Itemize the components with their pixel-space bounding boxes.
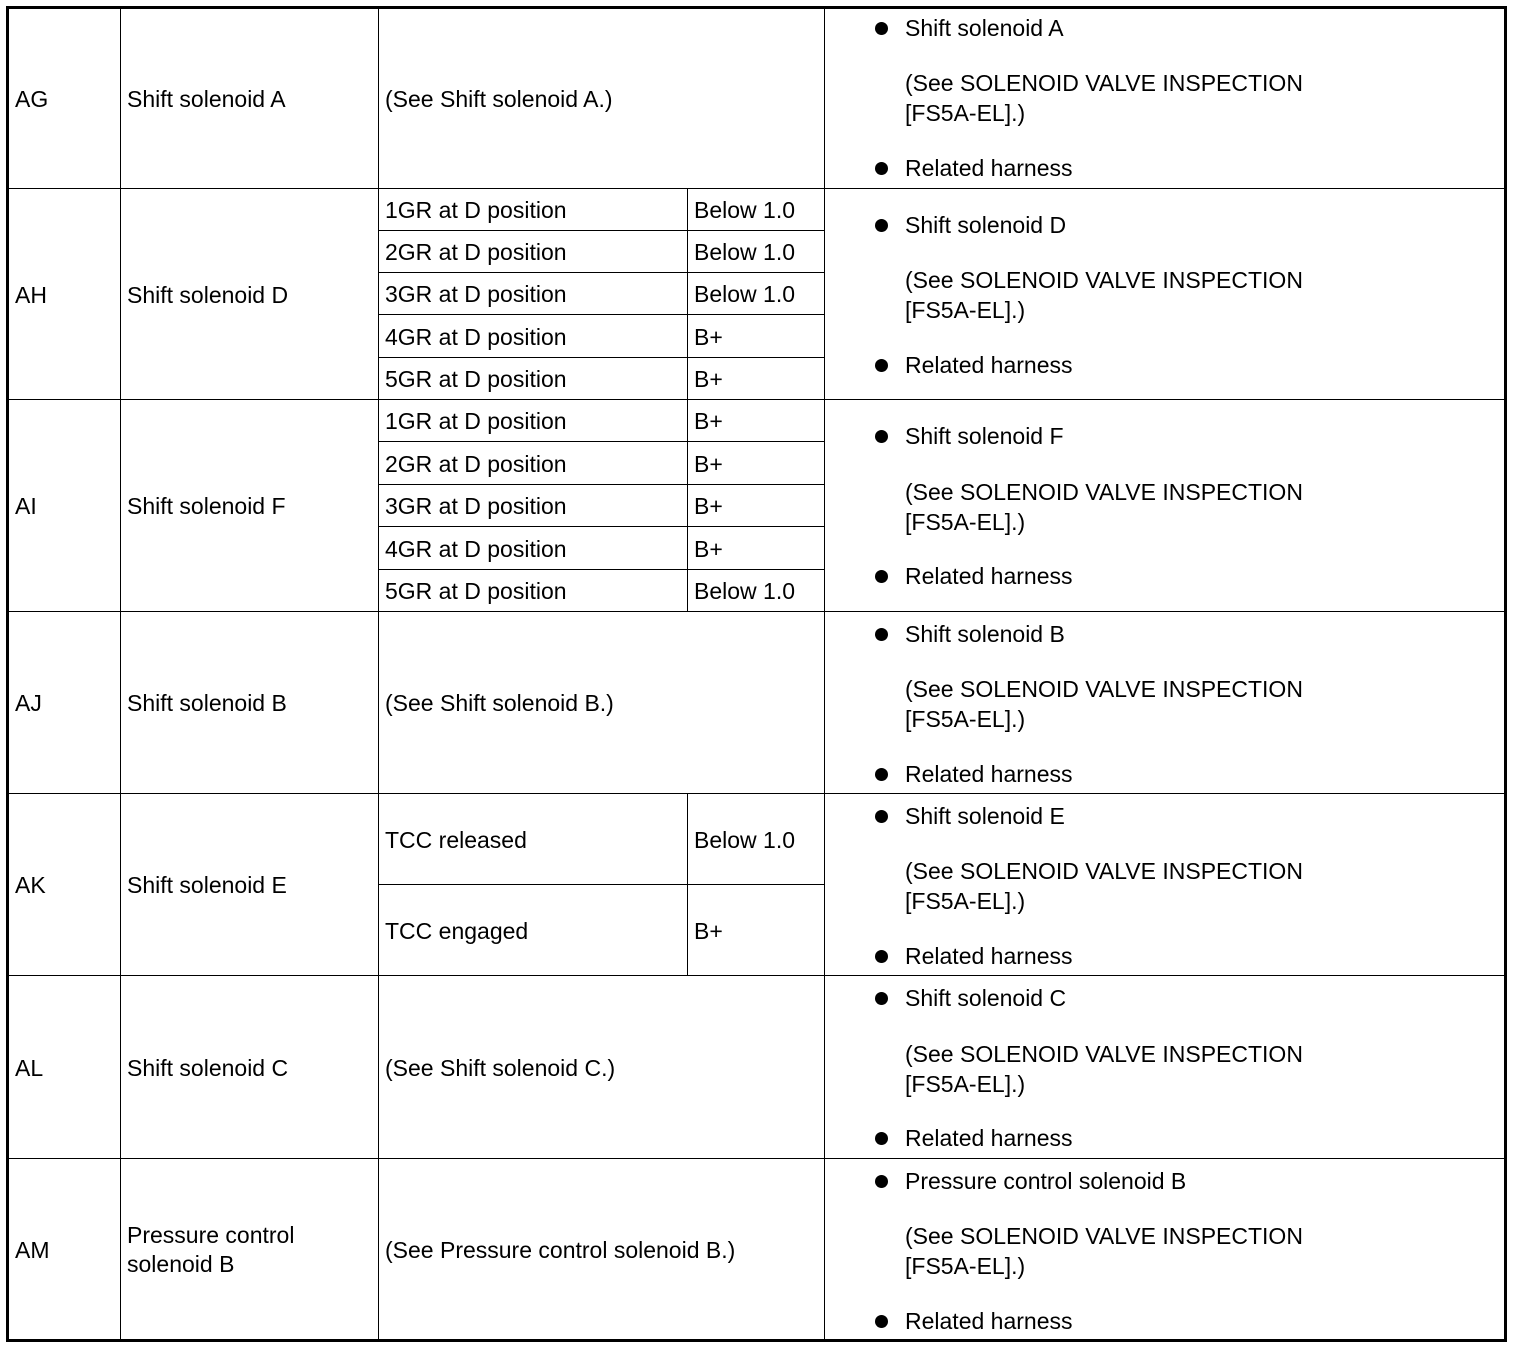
voltage-cell: B+: [694, 917, 723, 944]
condition-cell: TCC released: [385, 826, 527, 853]
condition-cell: TCC engaged: [385, 917, 529, 944]
action-cell: [825, 400, 1505, 612]
bullet-icon: [875, 162, 888, 175]
action-reference-code: [FS5A-EL].): [905, 100, 1026, 126]
voltage-cell: Below 1.0: [694, 281, 796, 307]
voltage-cell: Below 1.0: [694, 197, 796, 223]
action-harness: Related harness: [905, 155, 1073, 181]
item-line: Pressure control: [127, 1221, 295, 1248]
bullet-icon: [875, 1315, 888, 1328]
bullet-icon: [875, 570, 888, 583]
terminal-cell: AL: [15, 1054, 44, 1081]
bullet-icon: [875, 1175, 888, 1188]
row-divider: [9, 611, 1505, 612]
voltage-cell: B+: [694, 450, 723, 477]
action-item: Shift solenoid C: [905, 985, 1067, 1011]
column-divider: [378, 9, 379, 1340]
voltage-cell: B+: [694, 535, 723, 562]
row-divider: [9, 793, 1505, 794]
action-reference-code: [FS5A-EL].): [905, 1253, 1026, 1279]
row-divider: [9, 975, 1505, 976]
condition-cell: 2GR at D position: [385, 450, 567, 477]
bullet-icon: [875, 430, 888, 443]
action-reference: (See SOLENOID VALVE INSPECTION: [905, 1041, 1303, 1067]
terminal-cell: AH: [15, 281, 47, 308]
action-cell: [825, 1159, 1505, 1340]
column-divider: [687, 794, 688, 976]
action-harness: Related harness: [905, 352, 1073, 378]
action-harness: Related harness: [905, 563, 1073, 589]
action-reference: (See SOLENOID VALVE INSPECTION: [905, 70, 1303, 96]
bullet-icon: [875, 992, 888, 1005]
condition-cell: 5GR at D position: [385, 578, 567, 604]
action-harness: Related harness: [905, 943, 1073, 969]
action-reference-code: [FS5A-EL].): [905, 1071, 1026, 1097]
item-cell: [121, 1159, 379, 1340]
condition-cell: 5GR at D position: [385, 366, 567, 392]
subrow-divider: [379, 884, 825, 885]
action-item: Shift solenoid E: [905, 803, 1065, 829]
condition-cell: 1GR at D position: [385, 197, 567, 223]
item-cell: Shift solenoid A: [127, 86, 286, 112]
action-item: Shift solenoid A: [905, 15, 1064, 41]
condition-cell: 3GR at D position: [385, 493, 567, 519]
item-cell: Shift solenoid F: [127, 493, 286, 519]
voltage-cell: B+: [694, 366, 723, 392]
item-cell: Shift solenoid E: [127, 872, 287, 898]
item-cell: Shift solenoid D: [127, 281, 289, 308]
action-cell: [825, 794, 1505, 976]
condition-note-cell: (See Shift solenoid B.): [385, 690, 614, 716]
bullet-icon: [875, 768, 888, 781]
action-item: Pressure control solenoid B: [905, 1168, 1187, 1194]
terminal-cell: AI: [15, 493, 37, 519]
subrow-divider: [379, 357, 825, 358]
condition-cell: 1GR at D position: [385, 408, 567, 434]
action-cell: [825, 189, 1505, 400]
action-reference: (See SOLENOID VALVE INSPECTION: [905, 479, 1303, 505]
bullet-icon: [875, 1132, 888, 1145]
action-reference-code: [FS5A-EL].): [905, 888, 1026, 914]
voltage-cell: B+: [694, 493, 723, 519]
condition-note-cell: (See Shift solenoid A.): [385, 86, 613, 112]
terminal-cell: AJ: [15, 690, 42, 716]
row-divider: [9, 188, 1505, 189]
condition-note-cell: (See Shift solenoid C.): [385, 1054, 616, 1081]
voltage-cell: Below 1.0: [694, 578, 796, 604]
subrow-divider: [379, 441, 825, 442]
subrow-divider: [379, 526, 825, 527]
bullet-icon: [875, 219, 888, 232]
item-cell: Shift solenoid C: [127, 1054, 289, 1081]
terminal-cell: AK: [15, 872, 46, 898]
condition-cell: 3GR at D position: [385, 281, 567, 307]
action-harness: Related harness: [905, 761, 1073, 787]
voltage-cell: B+: [694, 408, 723, 434]
terminal-cell: AG: [15, 86, 49, 112]
bullet-icon: [875, 950, 888, 963]
item-line: solenoid B: [127, 1250, 235, 1277]
action-harness: Related harness: [905, 1308, 1073, 1334]
column-divider: [687, 189, 688, 612]
item-text: [127, 1221, 294, 1279]
subrow-divider: [379, 272, 825, 273]
row-divider: [9, 1158, 1505, 1159]
condition-cell: 4GR at D position: [385, 323, 567, 350]
action-reference: (See SOLENOID VALVE INSPECTION: [905, 267, 1303, 293]
bullet-icon: [875, 628, 888, 641]
bullet-icon: [875, 22, 888, 35]
bullet-icon: [875, 810, 888, 823]
action-harness: Related harness: [905, 1125, 1073, 1151]
row-divider: [9, 399, 1505, 400]
action-reference-code: [FS5A-EL].): [905, 509, 1026, 535]
condition-cell: 2GR at D position: [385, 239, 567, 265]
action-item: Shift solenoid F: [905, 423, 1064, 449]
action-reference: (See SOLENOID VALVE INSPECTION: [905, 858, 1303, 884]
condition-note-cell: (See Pressure control solenoid B.): [385, 1236, 736, 1263]
action-reference-code: [FS5A-EL].): [905, 297, 1026, 323]
subrow-divider: [379, 569, 825, 570]
voltage-cell: Below 1.0: [694, 826, 796, 853]
subrow-divider: [379, 314, 825, 315]
action-reference: (See SOLENOID VALVE INSPECTION: [905, 676, 1303, 702]
subrow-divider: [379, 230, 825, 231]
item-cell: Shift solenoid B: [127, 690, 287, 716]
action-cell: [825, 612, 1505, 794]
voltage-cell: Below 1.0: [694, 239, 796, 265]
subrow-divider: [379, 484, 825, 485]
column-divider: [120, 9, 121, 1340]
action-reference-code: [FS5A-EL].): [905, 706, 1026, 732]
action-cell: [825, 976, 1505, 1159]
bullet-icon: [875, 359, 888, 372]
action-item: Shift solenoid B: [905, 621, 1065, 647]
column-divider: [824, 9, 825, 1340]
voltage-cell: B+: [694, 323, 723, 350]
action-reference: (See SOLENOID VALVE INSPECTION: [905, 1223, 1303, 1249]
terminal-cell: AM: [15, 1236, 50, 1263]
action-cell: [825, 9, 1505, 189]
action-item: Shift solenoid D: [905, 212, 1067, 238]
condition-cell: 4GR at D position: [385, 535, 567, 562]
